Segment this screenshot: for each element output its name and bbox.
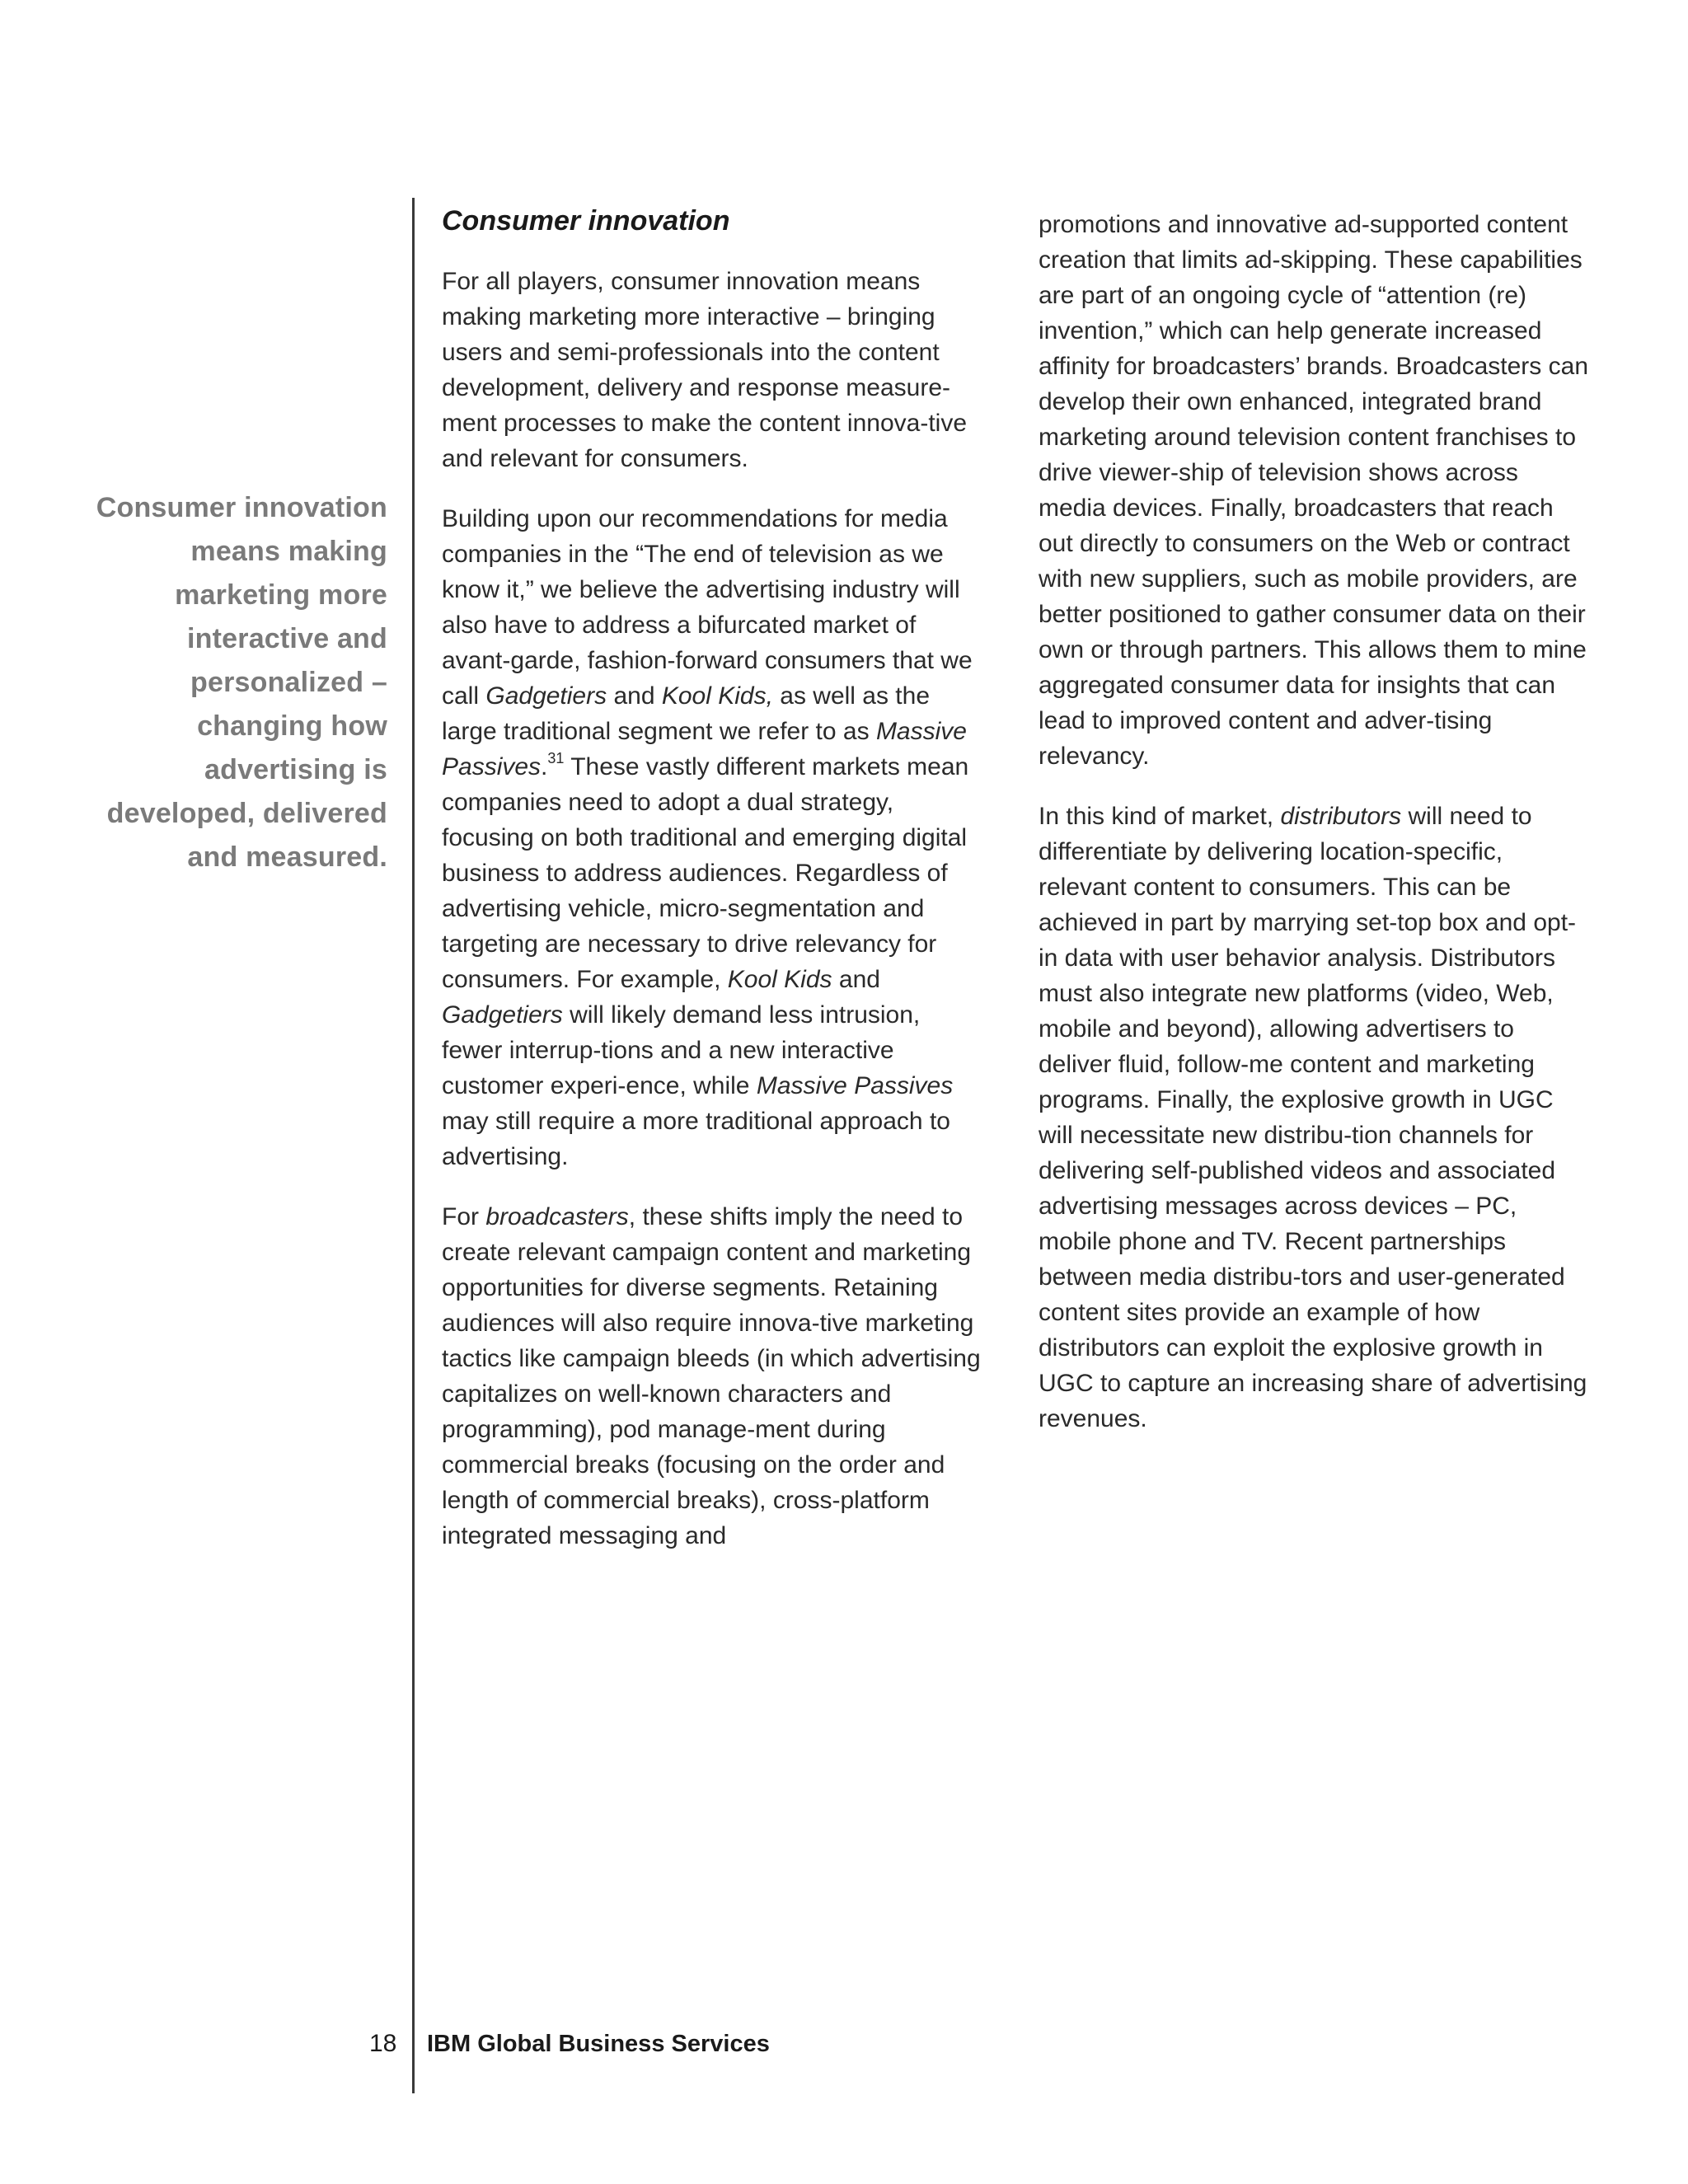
term-broadcasters: broadcasters xyxy=(485,1203,629,1230)
footnote-ref: 31 xyxy=(547,750,565,766)
term-kool-kids: Kool Kids, xyxy=(661,682,773,710)
vertical-rule xyxy=(412,198,415,2093)
section-heading: Consumer innovation xyxy=(442,205,730,237)
term-kool-kids: Kool Kids xyxy=(727,966,832,993)
term-distributors: distributors xyxy=(1280,803,1402,830)
term-massive-passives: Massive Passives xyxy=(756,1072,954,1099)
paragraph: For broadcasters, these shifts imply the need to create relevant campaign content and marketing opportunities for diverse segments. Retaining audiences will also require innova-tive marketing tactics like campaign bleeds (in which advertising capitalizes on well-known characters and programming), pod manage-ment during commercial breaks (focusing on the order and length of commercial breaks), cross-platform integrated messaging and xyxy=(442,1203,981,1549)
paragraph: For all players, consumer innovation means making marketing more interactive – bringing users and semi-professionals into the content development, delivery and response measure-ment processes to make the content innova-tive and relevant for consumers. xyxy=(442,268,968,472)
footer-org-name: IBM Global Business Services xyxy=(427,2031,770,2057)
term-gadgetiers: Gadgetiers xyxy=(485,682,607,710)
term-massive-passives: Massive Passives xyxy=(442,718,967,780)
paragraph: Building upon our recommendations for media companies in the “The end of television as we know it,” we believe the advertising industry will also have to address a bifurcated market of avant-garde, fashion-forward consumers that we call Gadgetiers and Kool Kids, as well as the large traditional segment we refer to as Massive Passives.$^{31}$ These vastly different markets mean companies need to adopt a dual strategy, focusing on both traditional and emerging digital business to address audiences. Regardless of advertising vehicle, micro-segmentation and targeting are necessary to drive relevancy for consumers. For example, Kool Kids and Gadgetiers will likely demand less intrusion, fewer interrup-tions and a new interactive customer experi-ence, while Massive Passives may still require a more traditional approach to advertising. xyxy=(442,505,973,1170)
paragraph: promotions and innovative ad-supported content creation that limits ad-skipping. These capabilities are part of an ongoing cycle of “attention (re) invention,” which can help generate increased affinity for broadcasters’ brands. Broadcasters can develop their own enhanced, integrated brand marketing around television content franchises to drive viewer-ship of television shows across media devices. Finally, broadcasters that reach out directly to consumers on the Web or contract with new suppliers, such as mobile providers, are better positioned to gather consumer data on their own or through partners. This allows them to mine aggregated consumer data for insights that can lead to improved content and adver-tising relevancy. xyxy=(1039,211,1589,770)
term-gadgetiers: Gadgetiers xyxy=(442,1001,563,1029)
pull-quote: Consumer innovation means making marketing more interactive and personalized – changing how advertising is developed, delivered and measured. xyxy=(96,492,387,873)
text-column-1 xyxy=(442,203,986,1578)
page-number: 18 xyxy=(369,2030,397,2057)
text-column-2 xyxy=(1039,207,1591,1461)
paragraph: In this kind of market, distributors will need to differentiate by delivering location-specific, relevant content to consumers. This can be achieved in part by marrying set-top box and opt-in data with user behavior analysis. Distributors must also integrate new platforms (video, Web, mobile and beyond), allowing advertisers to deliver fluid, follow-me content and marketing programs. Finally, the explosive growth in UGC will necessitate new distribu-tion channels for delivering self-published videos and associated advertising messages across devices – PC, mobile phone and TV. Recent partnerships between media distribu-tors and user-generated content sites provide an example of how distributors can exploit the explosive growth in UGC to capture an increasing share of advertising revenues. xyxy=(1039,803,1587,1432)
